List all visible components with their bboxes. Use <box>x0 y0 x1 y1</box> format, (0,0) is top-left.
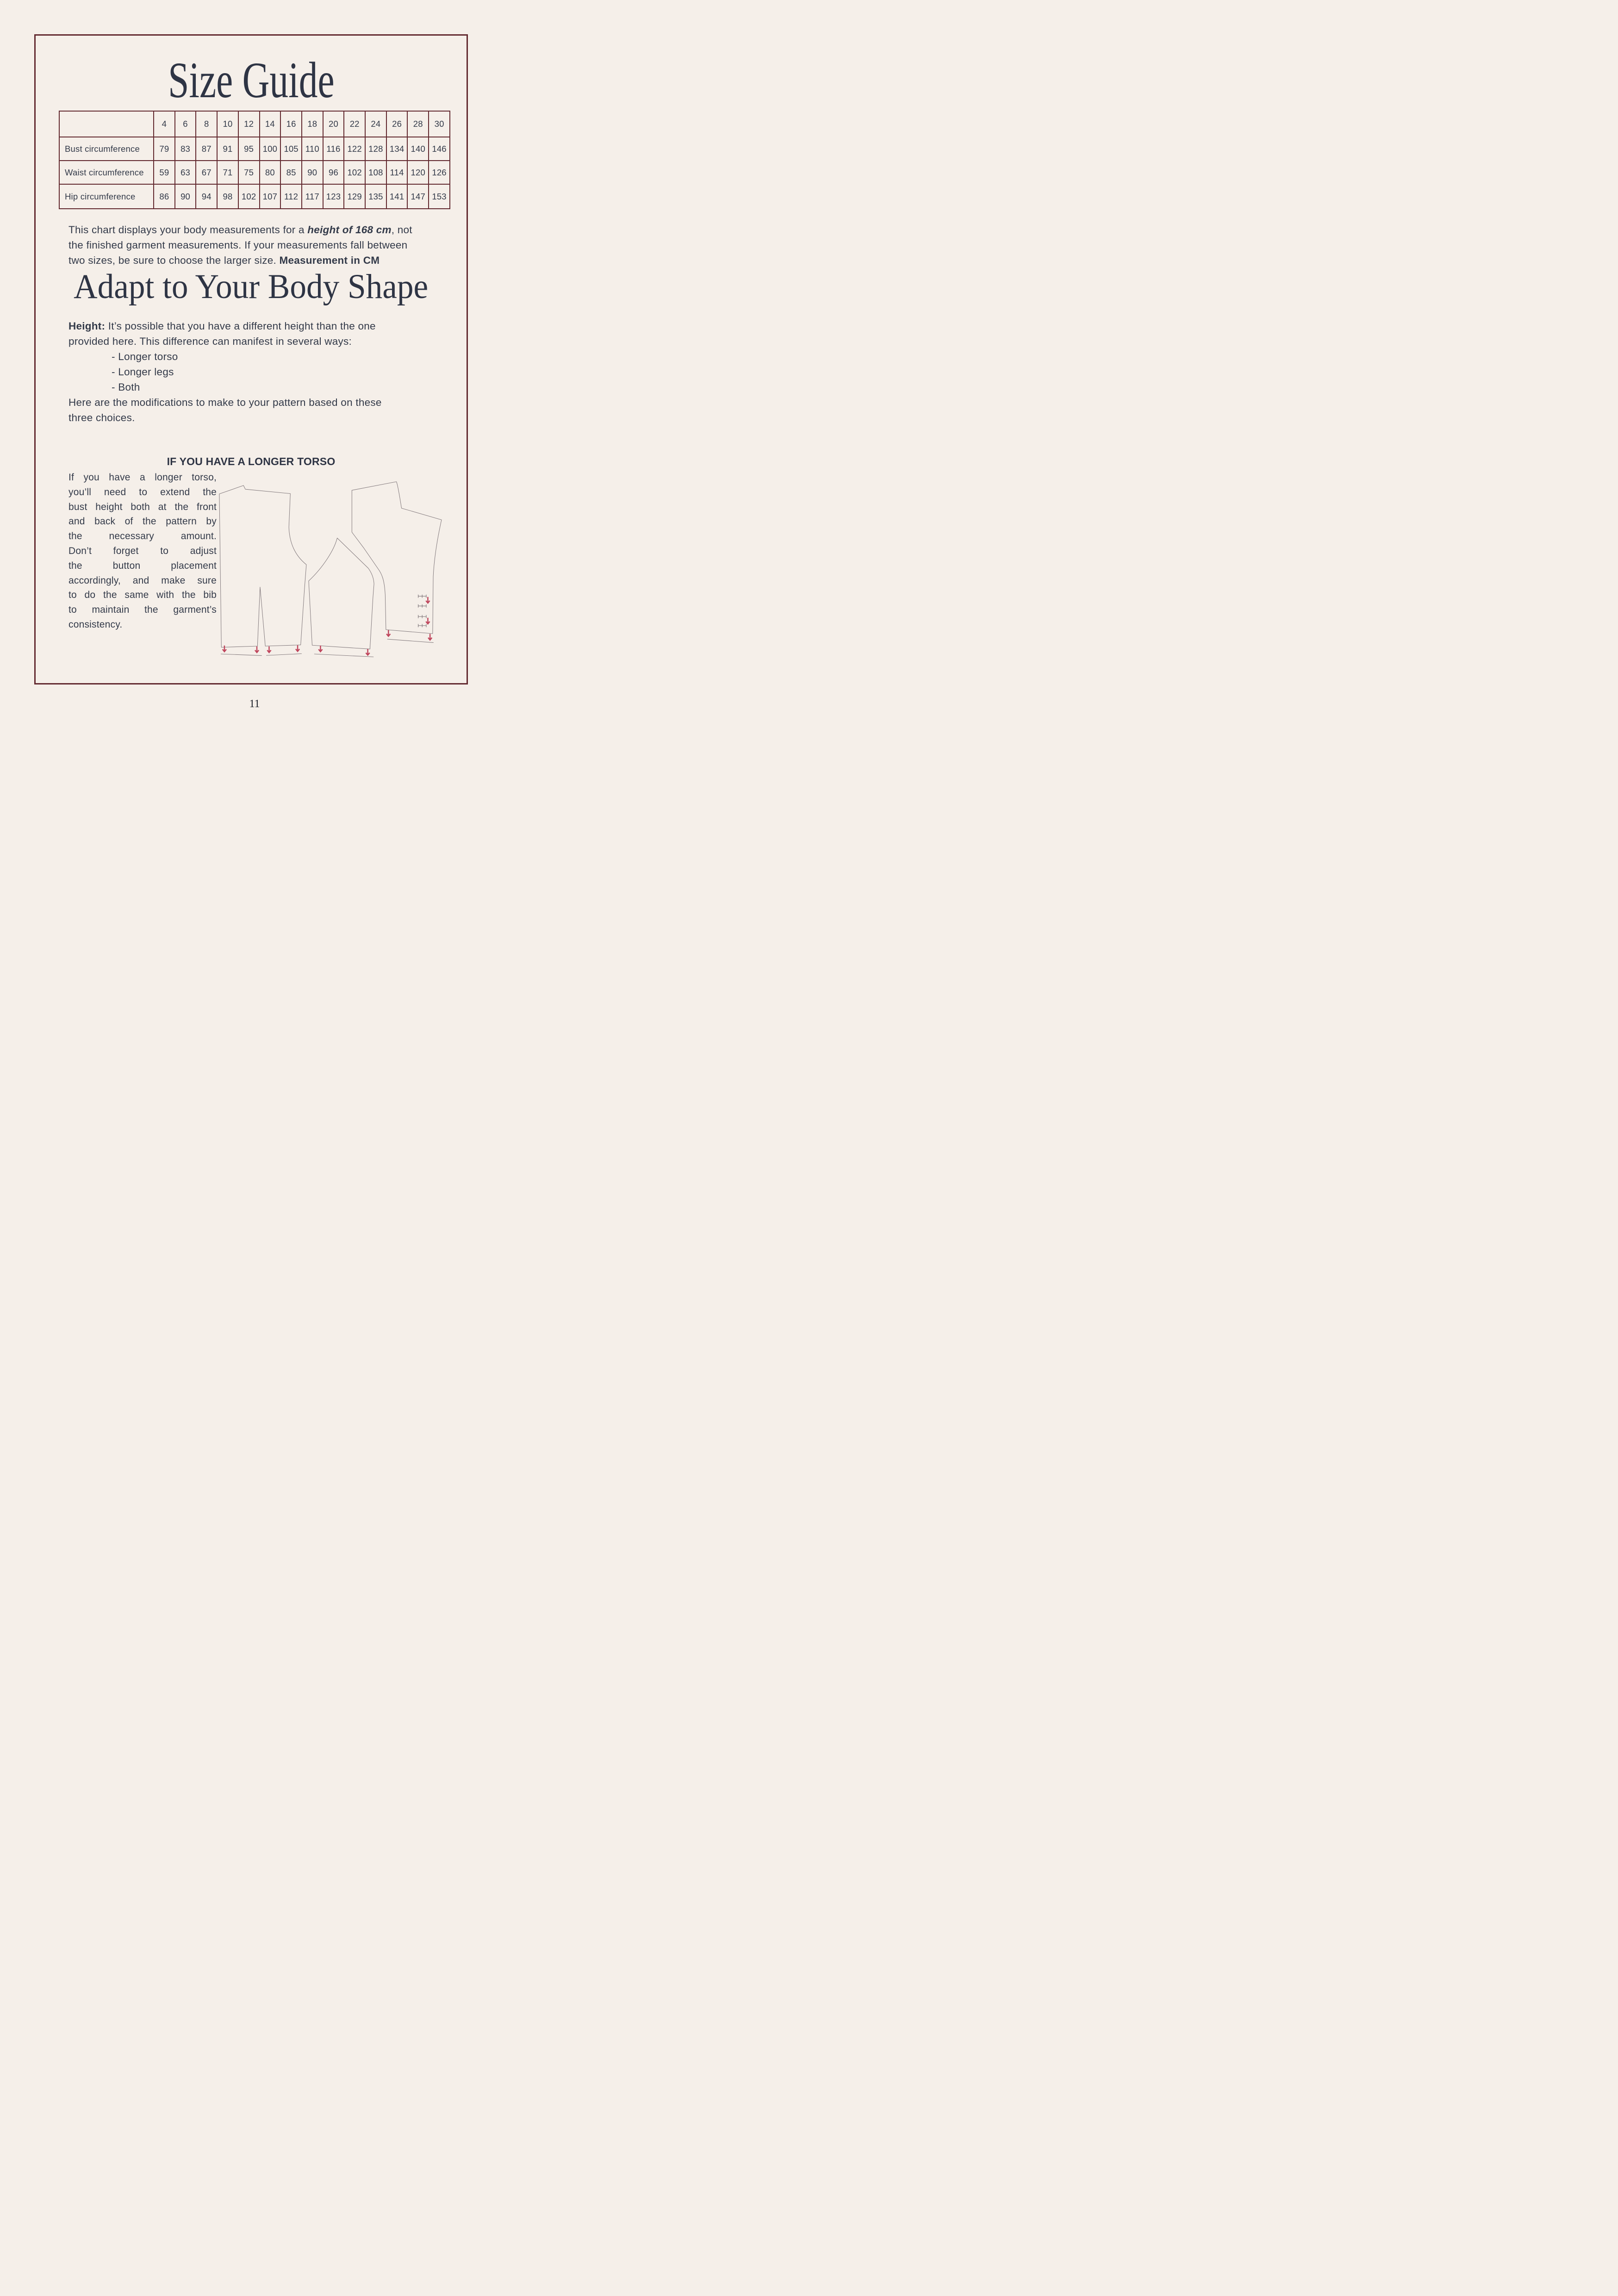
page-title <box>34 52 468 108</box>
corner-cell <box>59 111 154 137</box>
measurement-cell: 153 <box>429 184 450 209</box>
measurement-cell: 112 <box>280 184 302 209</box>
measurement-cell: 147 <box>407 184 429 209</box>
hem-extension-line <box>266 653 302 655</box>
height-line: provided here. This difference can manifest in several ways: <box>68 336 352 347</box>
measurement-cell: 105 <box>280 137 302 161</box>
measurement-cell: 122 <box>344 137 365 161</box>
pattern-piece-front <box>309 538 374 649</box>
document-page <box>0 0 509 722</box>
height-line <box>68 318 453 334</box>
intro-bold-italic: height of 168 cm <box>307 224 392 236</box>
height-text: It’s possible that you have a different height than the one <box>105 320 376 332</box>
measurement-cell: 102 <box>344 161 365 184</box>
torso-paragraph <box>68 470 217 632</box>
size-guide-table <box>59 111 450 209</box>
measurement-cell: 67 <box>196 161 217 184</box>
size-col-header: 18 <box>302 111 323 137</box>
torso-line: to do the same with the bib <box>68 590 217 601</box>
hem-extension-line <box>387 639 434 643</box>
torso-line: you’ll need to extend the <box>68 486 217 498</box>
button-placement-marks <box>418 595 426 627</box>
intro-text: This chart displays your body measurements for a <box>68 224 308 236</box>
row-label: Bust circumference <box>59 137 154 161</box>
measurement-cell: 96 <box>323 161 344 184</box>
size-col-header: 24 <box>365 111 386 137</box>
hem-extension-line <box>314 654 373 657</box>
pattern-diagram <box>211 478 452 660</box>
intro-text: two sizes, be sure to choose the larger size. <box>68 255 280 266</box>
measurement-cell: 116 <box>323 137 344 161</box>
height-paragraph <box>68 318 453 425</box>
measurement-cell: 90 <box>302 161 323 184</box>
hem-extension-line <box>221 654 262 655</box>
intro-bold: Measurement in CM <box>279 255 380 266</box>
height-line: three choices. <box>68 412 135 423</box>
torso-line: accordingly, and make sure <box>68 575 217 586</box>
torso-line: and back of the pattern by <box>68 516 217 527</box>
intro-text: , not <box>391 224 412 236</box>
height-label: Height: <box>68 320 106 332</box>
measurement-cell: 110 <box>302 137 323 161</box>
button-mark <box>418 615 426 618</box>
table-row <box>59 184 450 209</box>
measurement-cell: 100 <box>260 137 281 161</box>
row-label: Waist circumference <box>59 161 154 184</box>
pattern-piece-back <box>219 485 306 647</box>
size-col-header: 8 <box>196 111 217 137</box>
row-label: Hip circumference <box>59 184 154 209</box>
size-col-header: 28 <box>407 111 429 137</box>
measurement-cell: 120 <box>407 161 429 184</box>
size-col-header: 30 <box>429 111 450 137</box>
adapt-heading-text: Adapt to Your Body Shape <box>74 268 429 306</box>
torso-line: to maintain the garment’s <box>68 604 217 616</box>
measurement-cell: 71 <box>217 161 238 184</box>
measurement-cell: 141 <box>386 184 408 209</box>
measurement-cell: 91 <box>217 137 238 161</box>
measurement-cell: 85 <box>280 161 302 184</box>
measurement-cell: 94 <box>196 184 217 209</box>
measurement-cell: 87 <box>196 137 217 161</box>
page-number: 11 <box>249 698 260 710</box>
table-row <box>59 137 450 161</box>
measurement-cell: 129 <box>344 184 365 209</box>
measurement-cell: 83 <box>175 137 196 161</box>
size-col-header: 6 <box>175 111 196 137</box>
measurement-cell: 75 <box>238 161 260 184</box>
measurement-cell: 107 <box>260 184 281 209</box>
hem-extension-lines <box>221 639 434 657</box>
intro-line: the finished garment measurements. If your measurements fall between <box>68 239 408 251</box>
button-mark <box>418 604 426 608</box>
table-header-row <box>59 111 450 137</box>
measurement-cell: 117 <box>302 184 323 209</box>
torso-line: consistency. <box>68 619 123 630</box>
measurement-cell: 63 <box>175 161 196 184</box>
list-item: - Longer torso <box>112 351 178 362</box>
measurement-cell: 98 <box>217 184 238 209</box>
measurement-cell: 134 <box>386 137 408 161</box>
measurement-cell: 90 <box>175 184 196 209</box>
measurement-cell: 126 <box>429 161 450 184</box>
intro-line <box>68 222 453 237</box>
measurement-cell: 80 <box>260 161 281 184</box>
measurement-cell: 108 <box>365 161 386 184</box>
measurement-cell: 123 <box>323 184 344 209</box>
size-col-header: 20 <box>323 111 344 137</box>
table-row <box>59 161 450 184</box>
button-mark <box>418 595 426 598</box>
intro-line <box>68 253 453 268</box>
torso-line: the button placement <box>68 560 217 571</box>
torso-section-heading: IF YOU HAVE A LONGER TORSO <box>167 455 336 467</box>
torso-line: bust height both at the front <box>68 501 217 512</box>
torso-line: Don’t forget to adjust <box>68 545 217 556</box>
measurement-cell: 95 <box>238 137 260 161</box>
intro-paragraph <box>68 222 453 268</box>
size-col-header: 22 <box>344 111 365 137</box>
measurement-cell: 102 <box>238 184 260 209</box>
measurement-cell: 114 <box>386 161 408 184</box>
measurement-cell: 128 <box>365 137 386 161</box>
size-col-header: 16 <box>280 111 302 137</box>
measurement-cell: 140 <box>407 137 429 161</box>
pattern-piece-side <box>352 482 442 634</box>
torso-line: the necessary amount. <box>68 531 217 542</box>
adapt-heading <box>34 269 468 304</box>
torso-line: If you have a longer torso, <box>68 472 217 483</box>
height-line: Here are the modifications to make to your pattern based on these <box>68 397 382 408</box>
measurement-cell: 86 <box>154 184 175 209</box>
size-col-header: 4 <box>154 111 175 137</box>
size-col-header: 14 <box>260 111 281 137</box>
size-col-header: 10 <box>217 111 238 137</box>
list-item: - Both <box>112 381 140 393</box>
list-item: - Longer legs <box>112 366 174 378</box>
measurement-cell: 79 <box>154 137 175 161</box>
measurement-cell: 59 <box>154 161 175 184</box>
measurement-cell: 135 <box>365 184 386 209</box>
measurement-cell: 146 <box>429 137 450 161</box>
page-title-text: Size Guide <box>168 52 335 108</box>
size-col-header: 26 <box>386 111 408 137</box>
size-col-header: 12 <box>238 111 260 137</box>
button-mark <box>418 624 426 627</box>
